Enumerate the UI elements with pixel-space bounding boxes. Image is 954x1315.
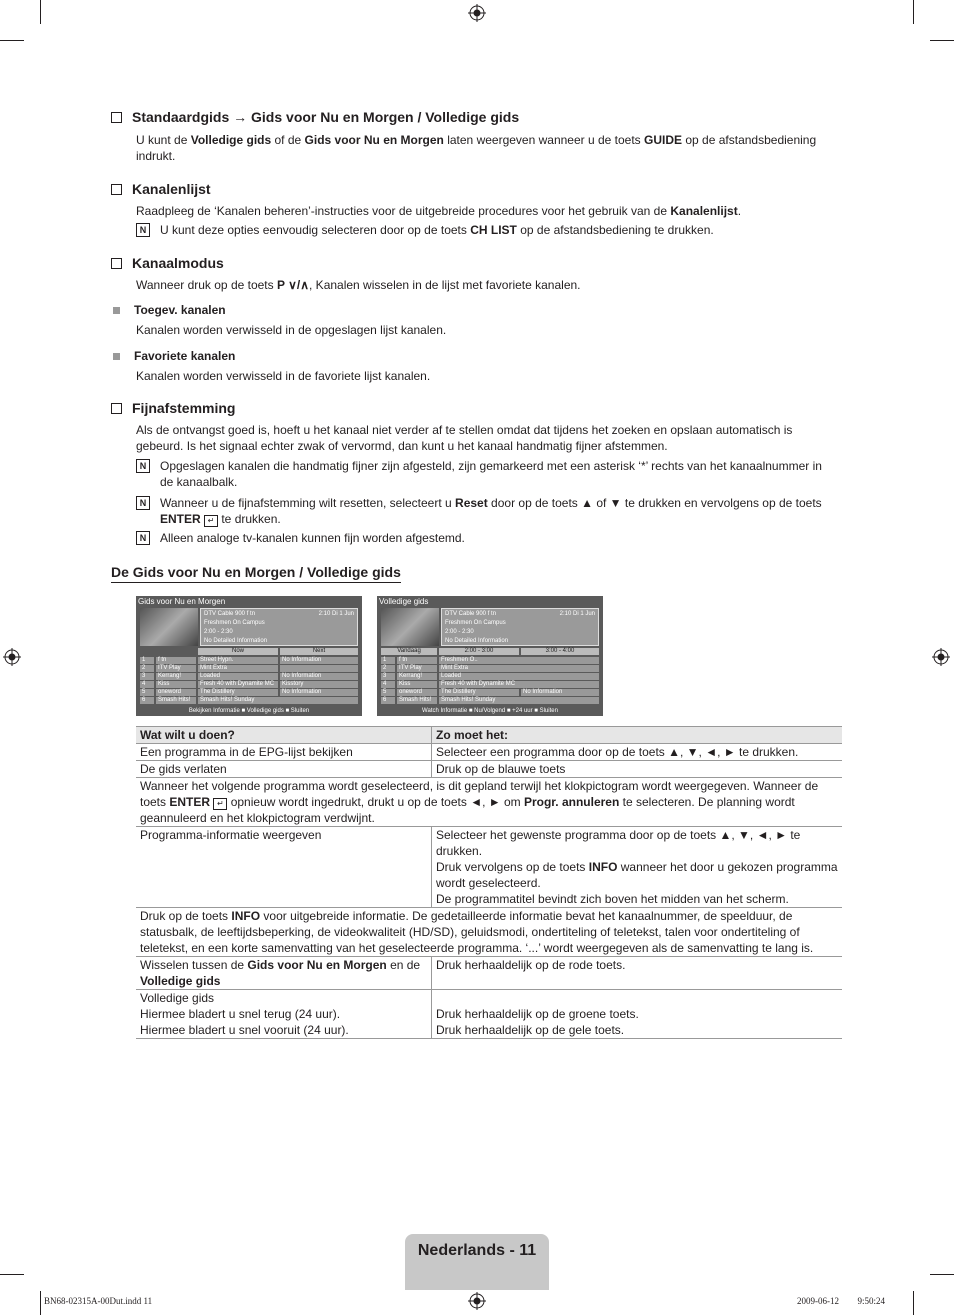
program-info-panel: DTV Cable 900 f tn 2:10 Di 1 Jun Freshmen On Campus 2:00 - 2:30 No Detailed Information (441, 608, 599, 646)
epg-row[interactable]: 5 oneword The Distillery No Information (381, 689, 599, 696)
option-title: Toegev. kanalen (113, 303, 226, 317)
note-icon: N (136, 459, 150, 473)
crop-mark (930, 40, 954, 41)
checkbox-bullet-icon (111, 184, 122, 195)
section-body: Als de ontvangst goed is, hoeft u het kanaal niet verder af te stellen omdat dat tijdens het zoeken en opslaan automatisch is gebeurd. Is het signaal echter zwak of vervormd, dan kunt u het kanaal handmatig fijner afstemmen. (136, 423, 793, 454)
table-row: Wisselen tussen de Gids voor Nu en Morgen en de Volledige gids Druk herhaaldelijk op de rode toets. (136, 957, 842, 990)
table-row: Programma-informatie weergeven Selecteer het gewenste programma door op de toets ▲, ▼, ◄, ► te drukken. Druk vervolgens op de toets INFO wanneer het door u gekozen programma wordt geselecteerd. De programmatitel bevindt zich boven het midden van het scherm. (136, 827, 842, 908)
subheading-gids: De Gids voor Nu en Morgen / Volledige gids (111, 564, 401, 583)
table-header: Zo moet het: (432, 727, 843, 744)
section-heading-fijnafstemming: Fijnafstemming (111, 400, 235, 416)
epg-title: Gids voor Nu en Morgen (138, 597, 226, 606)
enter-key-icon: ↵ (204, 515, 218, 527)
checkbox-bullet-icon (111, 112, 122, 123)
crop-mark (0, 40, 24, 41)
table-row: Wanneer het volgende programma wordt geselecteerd, is dit gepland terwijl het klokpictogram wordt weergegeven. Wanneer de toets ENTER ↵ opnieuw wordt ingedrukt, drukt u op de toets ◄, ► om Progr. annuleren te selecteren. De planning wordt geannuleerd en het klokpictogram verdwijnt. (136, 778, 842, 827)
square-bullet-icon (113, 307, 120, 314)
column-header: 2:00 - 3:00 (439, 648, 519, 655)
note: N U kunt deze opties eenvoudig selecteren door op de toets CH LIST op de afstandsbediening te drukken. (136, 222, 836, 238)
table-row: Een programma in de EPG-lijst bekijken Selecteer een programma door op de toets ▲, ▼, ◄, ► te drukken. (136, 744, 842, 761)
section-heading-standaardgids: Standaardgids → Gids voor Nu en Morgen / Volledige gids (111, 109, 519, 125)
table-header-row (136, 727, 842, 744)
epg-row[interactable]: 4 Kiss Fresh 40 with Dynamite MC (381, 681, 599, 688)
epg-footer: Watch Informatie ■ Nu/Volgend ■ +24 uur ■ Sluiten (422, 708, 558, 714)
note-icon: N (136, 531, 150, 545)
checkbox-bullet-icon (111, 258, 122, 269)
section-heading-kanalenlijst: Kanalenlijst (111, 181, 211, 197)
enter-key-icon: ↵ (213, 798, 227, 810)
note-icon: N (136, 496, 150, 510)
registration-mark-icon (468, 1292, 486, 1310)
column-header: Next (280, 648, 358, 655)
section-body: Raadpleeg de ‘Kanalen beheren’-instructies voor de uitgebreide procedures voor het gebruik van de Kanalenlijst. (136, 204, 742, 218)
epg-footer: Bekijken Informatie ■ Volledige gids ■ Sluiten (188, 708, 310, 714)
epg-row[interactable]: 3 Kerrang! Loaded No Information (140, 673, 358, 680)
checkbox-bullet-icon (111, 403, 122, 414)
note: N Opgeslagen kanalen die handmatig fijner zijn afgesteld, zijn gemarkeerd met een asterisk ‘*’ rechts van het kanaalnummer in de kanaalbalk. (136, 458, 836, 491)
epg-row[interactable]: 2 ITV Play Mint Extra (381, 665, 599, 672)
print-slug-left: BN68-02315A-00Dut.indd 11 (44, 1296, 153, 1306)
epg-row[interactable]: 4 Kiss Fresh 40 with Dynamite MC Kisstory (140, 681, 358, 688)
program-info-panel: DTV Cable 900 f tn 2:10 Di 1 Jun Freshmen On Campus 2:00 - 2:30 No Detailed Information (200, 608, 358, 646)
square-bullet-icon (113, 353, 120, 360)
option-body: Kanalen worden verwisseld in de opgeslagen lijst kanalen. (136, 323, 447, 337)
epg-row[interactable]: 2 ITV Play Mint Extra (140, 665, 358, 672)
registration-mark-icon (932, 648, 950, 666)
note-icon: N (136, 223, 150, 237)
epg-row[interactable]: 3 Kerrang! Loaded (381, 673, 599, 680)
epg-screenshot-full-guide (377, 596, 603, 716)
print-slug-right: 2009-06-12 ￿￿ 9:50:24 (797, 1296, 885, 1306)
crop-mark (0, 1274, 24, 1275)
section-body: Wanneer druk op de toets P ∨/∧, Kanalen wisselen in de lijst met favoriete kanalen. (136, 278, 581, 292)
note: N Wanneer u de fijnafstemming wilt resetten, selecteert u Reset door op de toets ▲ of ▼ te drukken en vervolgens op de toets ENTER ↵ te drukken. (136, 495, 836, 528)
option-body: Kanalen worden verwisseld in de favoriete lijst kanalen. (136, 369, 431, 383)
table-header: Wat wilt u doen? (136, 727, 432, 744)
epg-screenshot-now-next (136, 596, 362, 716)
registration-mark-icon (468, 4, 486, 22)
epg-row[interactable]: 5 oneword The Distillery No Information (140, 689, 358, 696)
option-title: Favoriete kanalen (113, 349, 235, 363)
table-row: Druk op de toets INFO voor uitgebreide informatie. De gedetailleerde informatie bevat het kanaalnummer, de speelduur, de statusbalk, de leeftijdsbeperking, de videokwaliteit (HD/SD), geluidsmodi, ondertiteling of teletekst, talen voor ondertiteling of teletekst, en een korte samenvatting van het geselecteerde programma. ‘...’ wordt weergegeven als de samenvatting te lang is. (136, 908, 842, 957)
instructions-table (136, 726, 842, 1039)
crop-mark (40, 1291, 41, 1315)
table-row: De gids verlaten Druk op de blauwe toets (136, 761, 842, 778)
epg-row[interactable]: 6 Smash Hits! Smash Hits! Sunday (140, 697, 358, 704)
page-number: Nederlands - 11 (417, 1242, 537, 1259)
column-header: 3:00 - 4:00 (521, 648, 599, 655)
table-row: Volledige gids Hiermee bladert u snel terug (24 uur). Hiermee bladert u snel vooruit (24 uur). Druk herhaaldelijk op de groene toets. Druk herhaaldelijk op de gele toets. (136, 990, 842, 1039)
crop-mark (913, 0, 914, 24)
crop-mark (913, 1291, 914, 1315)
epg-title: Volledige gids (379, 597, 429, 606)
epg-row[interactable]: 1 f tn Freshmen O.. (381, 657, 599, 664)
crop-mark (40, 0, 41, 24)
crop-mark (930, 1274, 954, 1275)
column-header: Vandaag (381, 648, 437, 655)
video-thumbnail (140, 608, 198, 646)
column-header: Now (198, 648, 278, 655)
epg-row[interactable]: 1 f tn Street Hypn. No Information (140, 657, 358, 664)
video-thumbnail (381, 608, 439, 646)
section-body: U kunt de Volledige gids of de Gids voor Nu en Morgen laten weergeven wanneer u de toets GUIDE op de afstandsbediening indrukt. (136, 133, 817, 164)
epg-row[interactable]: 6 Smash Hits! Smash Hits! Sunday (381, 697, 599, 704)
section-heading-kanaalmodus: Kanaalmodus (111, 255, 224, 271)
note: N Alleen analoge tv-kanalen kunnen fijn worden afgestemd. (136, 530, 836, 546)
registration-mark-icon (3, 648, 21, 666)
